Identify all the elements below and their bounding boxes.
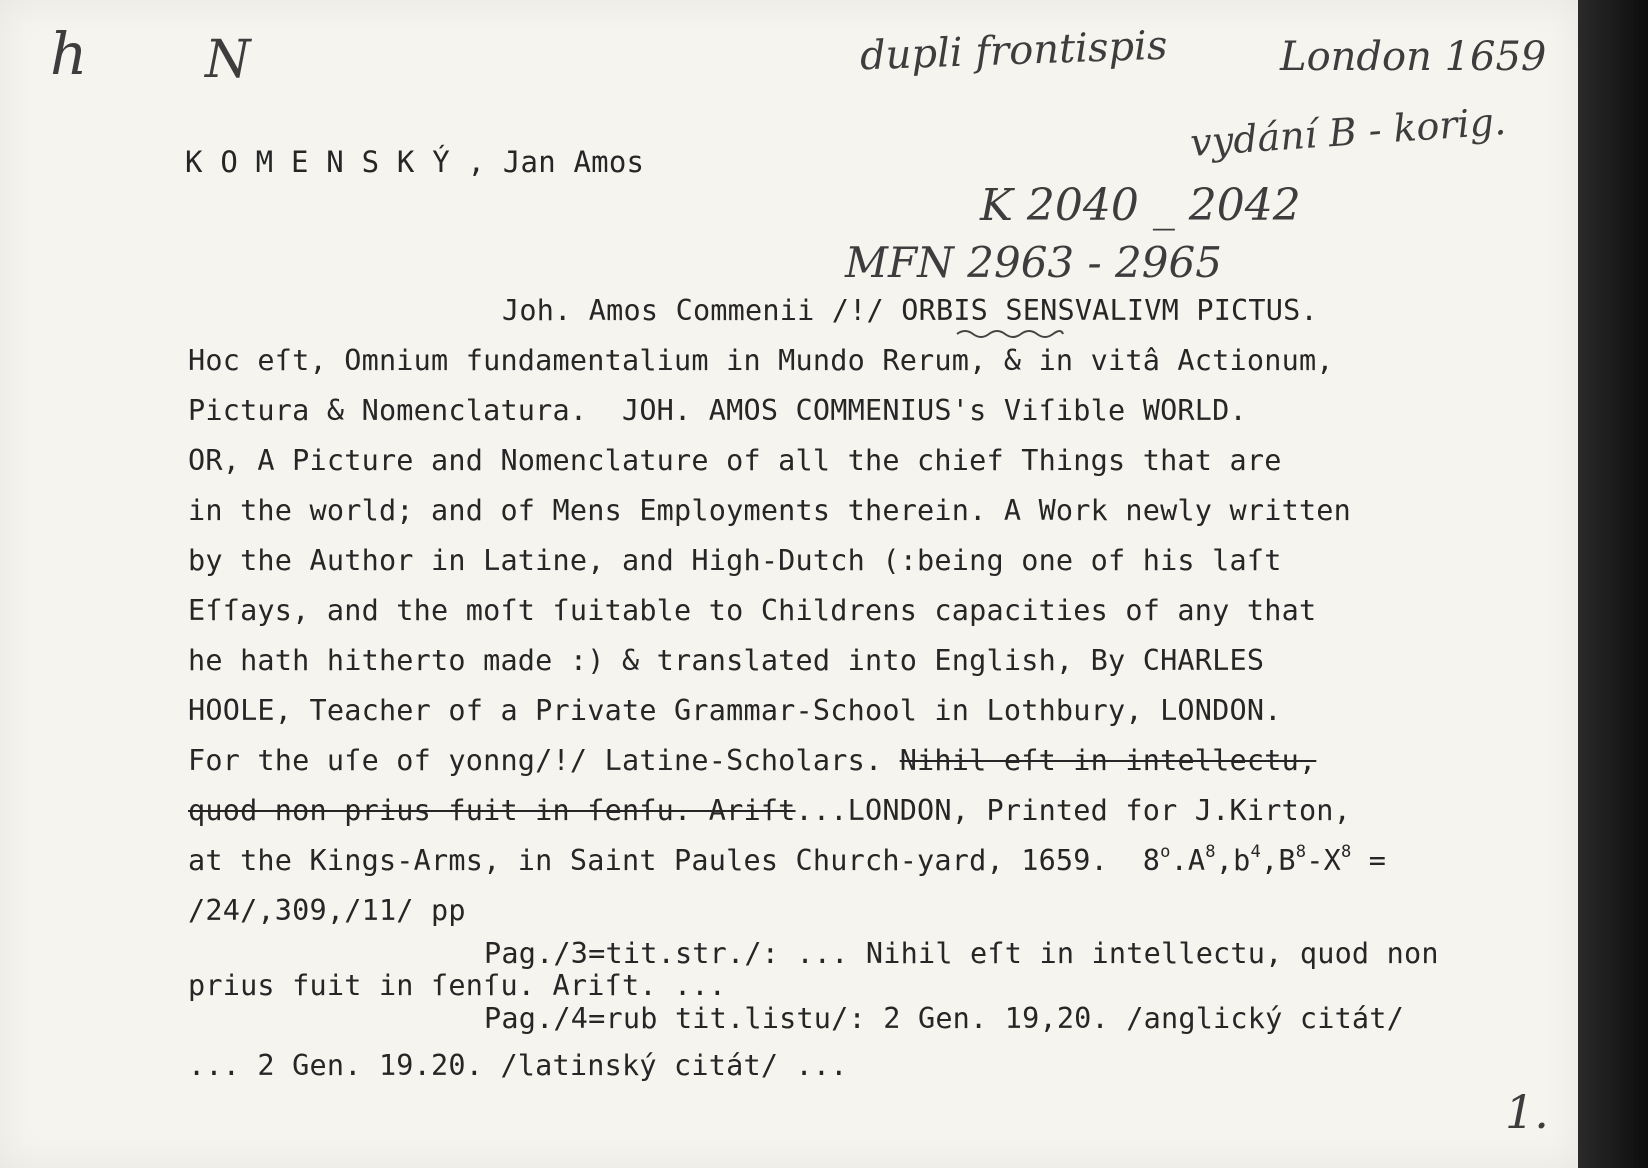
for-use-text: For the uſe of yonng/!/ Latine-Scholars.	[188, 744, 883, 777]
title-line-1: Joh. Amos Commenii /!/ ORBIS SENSVALIVM PICTUS.	[502, 294, 1318, 327]
title-line-10	[188, 744, 1317, 777]
handwritten-mark-h: h	[50, 20, 88, 88]
handwritten-note-edition: vydání B - korig.	[1188, 99, 1508, 165]
title-line-8: he hath hitherto made :) & translated into English, By CHARLES	[188, 644, 1265, 677]
handwritten-shelfmark-mfn: MFN 2963 - 2965	[845, 238, 1222, 287]
title-line-9: HOOLE, Teacher of a Private Grammar-School in Lothbury, LONDON.	[188, 694, 1282, 727]
title-line-5: in the world; and of Mens Employments therein. A Work newly written	[188, 494, 1352, 527]
title-line-3: Pictura & Nomenclatura. JOH. AMOS COMMENIUS's Viſible WORLD.	[188, 394, 1247, 427]
handwritten-note-place-year: London 1659	[1280, 34, 1547, 80]
struck-quote-part-2: quod non prius fuit in ſenſu. Ariſt	[188, 794, 796, 827]
author-heading: K O M E N S K Ý , Jan Amos	[185, 145, 645, 179]
note-2-line-2: ... 2 Gen. 19.20. /latinský citát/ ...	[188, 1049, 848, 1082]
handwritten-mark-n: N	[205, 30, 251, 90]
struck-quote-part-1: Nihil eſt in intellectu,	[899, 744, 1317, 777]
title-line-2: Hoc eſt, Omnium fundamentalium in Mundo Rerum, & in vitâ Actionum,	[188, 344, 1334, 377]
note-1-line-2: prius fuit in ſenſu. Ariſt. ...	[188, 969, 727, 1002]
handwritten-note-frontispiece: dupli frontispis	[859, 22, 1169, 80]
imprint-text: at the Kings-Arms, in Saint Paules Church-yard, 1659.	[188, 844, 1108, 877]
handwritten-mark-bottom-right: 1.	[1505, 1085, 1549, 1139]
note-2-line-1: Pag./4=rub tit.listu/: 2 Gen. 19,20. /anglický citát/	[484, 1002, 1404, 1035]
wavy-underline-mark	[955, 326, 1065, 340]
handwritten-shelfmark-k: K 2040 _ 2042	[980, 180, 1301, 231]
title-line-6: by the Author in Latine, and High-Dutch (:being one of his laſt	[188, 544, 1282, 577]
pagination-line: /24/,309,/11/ pp	[188, 894, 466, 927]
title-line-11	[188, 794, 1352, 827]
imprint-start: ...LONDON, Printed for J.Kirton,	[795, 794, 1352, 827]
collation-formula: $8^o.A^8,b^4,B^8-X^8$ =	[1142, 842, 1387, 877]
imprint-line	[188, 842, 1387, 877]
title-line-4: OR, A Picture and Nomenclature of all the chief Things that are	[188, 444, 1282, 477]
note-1-line-1: Pag./3=tit.str./: ... Nihil eſt in intellectu, quod non	[484, 937, 1439, 970]
title-line-7: Eſſays, and the moſt ſuitable to Childrens capacities of any that	[188, 594, 1317, 627]
scan-dark-edge	[1578, 0, 1648, 1168]
